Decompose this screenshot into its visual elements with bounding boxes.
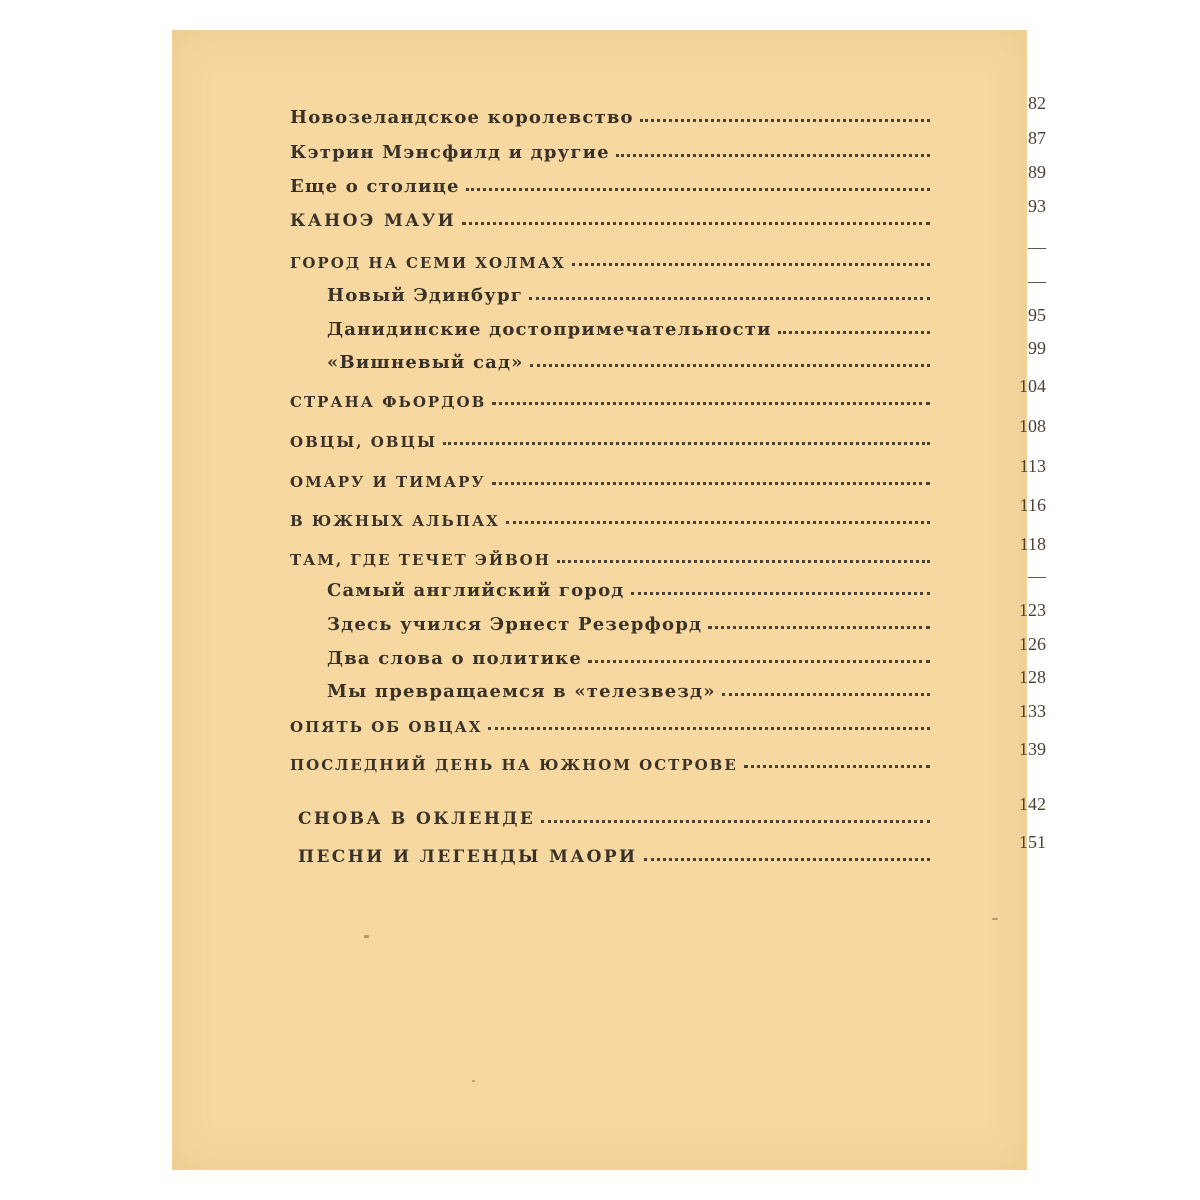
toc-entry (290, 739, 1046, 774)
dot-leader (466, 188, 930, 191)
toc-entry-title: Еще о столице (290, 176, 460, 197)
toc-entry-page: — (1028, 566, 1046, 586)
toc-entry-title: КАНОЭ МАУИ (290, 211, 457, 231)
toc-entry-page: 89 (1028, 162, 1046, 182)
toc-entry-title: Кэтрин Мэнсфилд и другие (290, 142, 610, 163)
toc-entry-page: 87 (1028, 128, 1046, 148)
dot-leader (616, 154, 930, 157)
dot-leader (506, 521, 930, 524)
paper-speck (992, 918, 998, 920)
toc-entry-page: 108 (1019, 416, 1046, 436)
dot-leader (529, 297, 930, 300)
toc-subentry (327, 305, 1046, 340)
toc-subentry (327, 667, 1046, 702)
toc-entry-title: ОМАРУ И ТИМАРУ (290, 473, 486, 491)
toc-entry-page: 95 (1028, 305, 1046, 325)
toc-entry (290, 701, 1046, 736)
toc-entry (298, 832, 1046, 867)
toc-subentry (327, 271, 1046, 306)
toc-entry (290, 495, 1046, 530)
paper-speck (472, 1080, 475, 1082)
toc-entry-page: 142 (1019, 794, 1046, 814)
toc-entry-title: Два слова о политике (327, 648, 582, 669)
toc-entry-title: ПОСЛЕДНИЙ ДЕНЬ НА ЮЖНОМ ОСТРОВЕ (290, 756, 738, 774)
toc-entry (290, 534, 1046, 569)
dot-leader (778, 331, 930, 334)
toc-entry (290, 162, 1046, 197)
toc-entry-title: ТАМ, ГДЕ ТЕЧЕТ ЭЙВОН (290, 551, 551, 569)
toc-entry-page: — (1028, 271, 1046, 291)
toc-subentry (327, 634, 1046, 669)
toc-entry-page: 99 (1028, 338, 1046, 358)
book-page (172, 30, 1046, 1170)
toc-entry (290, 93, 1046, 128)
toc-entry-title: «Вишневый сад» (327, 352, 524, 373)
toc-entry (298, 794, 1046, 829)
dot-leader (462, 222, 930, 225)
dot-leader (640, 119, 930, 122)
toc-entry-page: 104 (1019, 376, 1046, 396)
toc-entry (290, 416, 1046, 451)
table-of-contents (172, 30, 1046, 1170)
toc-entry-page: 151 (1019, 832, 1046, 852)
dot-leader (631, 592, 931, 595)
toc-entry-title: ОПЯТЬ ОБ ОВЦАХ (290, 718, 483, 736)
dot-leader (530, 364, 930, 367)
toc-entry (290, 376, 1046, 411)
dot-leader (492, 482, 930, 485)
toc-entry-page: 126 (1019, 634, 1046, 654)
paper-speck (364, 935, 369, 938)
dot-leader (492, 402, 930, 405)
toc-entry-page: 116 (1019, 495, 1046, 515)
toc-entry-title: Мы превращаемся в «телезвезд» (327, 681, 716, 702)
toc-entry-title: Новый Эдинбург (327, 285, 523, 306)
toc-entry-page: 133 (1019, 701, 1046, 721)
toc-entry-title: Самый английский город (327, 580, 625, 601)
toc-subentry (327, 566, 1046, 601)
toc-entry-page: 123 (1019, 600, 1046, 620)
toc-entry-page: — (1028, 237, 1046, 257)
dot-leader (644, 858, 931, 861)
toc-entry-title: ОВЦЫ, ОВЦЫ (290, 433, 437, 451)
toc-entry-title: ГОРОД НА СЕМИ ХОЛМАХ (290, 254, 566, 272)
toc-subentry (327, 338, 1046, 373)
toc-entry-title: СТРАНА ФЬОРДОВ (290, 393, 487, 411)
dot-leader (557, 560, 930, 563)
dot-leader (708, 626, 930, 629)
dot-leader (541, 820, 930, 823)
toc-entry-title: Данидинские достопримечательности (327, 319, 772, 340)
toc-entry-page: 139 (1019, 739, 1046, 759)
toc-subentry (327, 600, 1046, 635)
toc-entry-page: 113 (1019, 456, 1046, 476)
dot-leader (443, 442, 930, 445)
dot-leader (744, 765, 930, 768)
dot-leader (722, 693, 930, 696)
dot-leader (572, 263, 930, 266)
toc-entry-title: Новозеландское королевство (290, 107, 634, 128)
toc-entry-page: 82 (1028, 93, 1046, 113)
dot-leader (488, 727, 930, 730)
toc-entry (290, 237, 1046, 272)
toc-entry-title: В ЮЖНЫХ АЛЬПАХ (290, 512, 500, 530)
toc-entry-title: Здесь учился Эрнест Резерфорд (327, 614, 703, 635)
toc-entry-page: 118 (1019, 534, 1046, 554)
toc-entry (290, 456, 1046, 491)
toc-entry (290, 196, 1046, 231)
dot-leader (588, 660, 930, 663)
toc-entry-page: 128 (1019, 667, 1046, 687)
toc-entry (290, 128, 1046, 163)
toc-entry-title: СНОВА В ОКЛЕНДЕ (298, 809, 536, 829)
toc-entry-page: 93 (1028, 196, 1046, 216)
toc-entry-title: ПЕСНИ И ЛЕГЕНДЫ МАОРИ (298, 847, 638, 867)
